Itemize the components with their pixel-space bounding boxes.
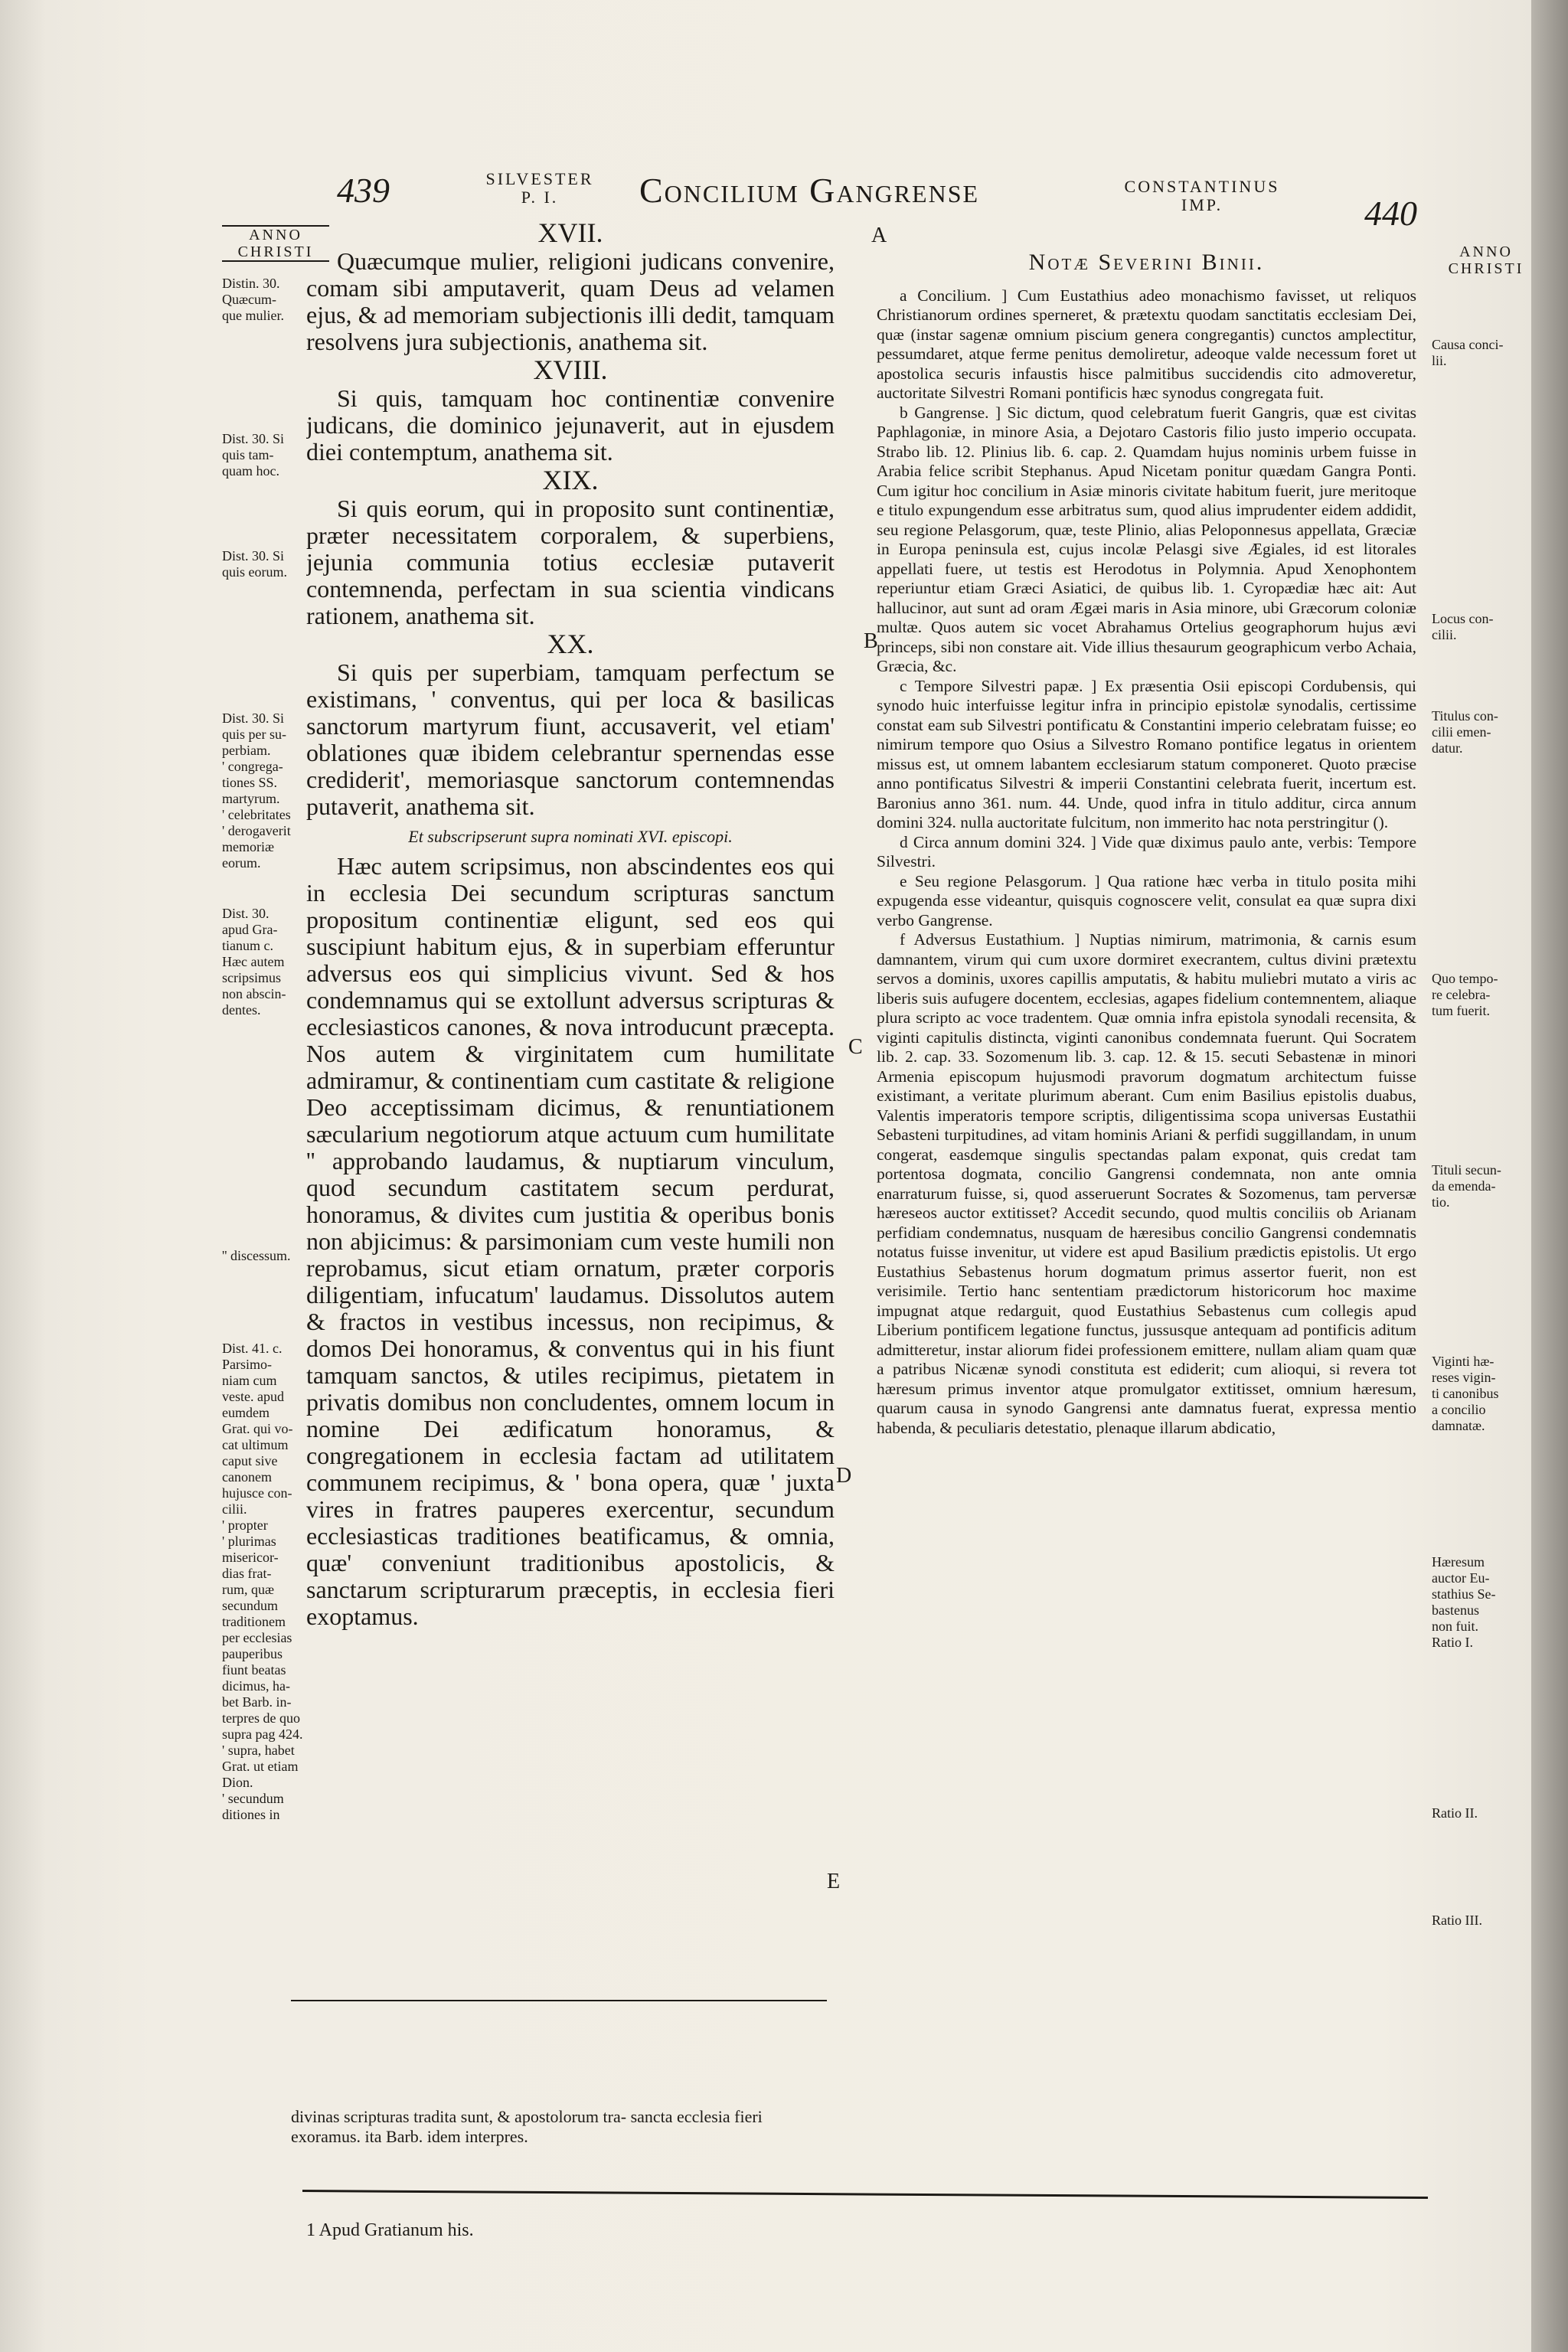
right-margin-note: Causa conci- lii.	[1432, 337, 1504, 368]
page-title: Concilium Gangrense	[639, 171, 980, 210]
pope-sub: P. I.	[521, 188, 559, 207]
canon-text: Si quis eorum, qui in proposito sunt continentiæ, præter necessitatem corporalem, & superbiens, jejunia communia totius ecclesiæ putaverit contemnenda, perfectam in sua scientia vindicans rationem, anathema sit.	[306, 495, 835, 629]
emperor-name: CONSTANTINUS	[1124, 177, 1280, 196]
note-paragraph: b Gangrense. ] Sic dictum, quod celebratum fuerit Gangris, quæ est civitas Paphlagoniæ, in minore Asia, a Dejotaro Castoris filio justo imperio occupata. Strabo lib. 12. Plinius lib. 6. cap. 2. Quamdam hujus nominis urbem fuisse in Arabia felice scribit Stephanus. Apud Nicetam ponitur quædam Gangra Ponti. Cum igitur hoc concilium in Asiæ minoris civitate habitum fuerit, jure meritoque e titulo expungendum esse arbitratus sum, quod alius imprudenter eidem addidit, seu regione Pelasgorum, quæ, teste Plinio, alias Peloponnesus appellata, Græciæ in Europa peninsula est, cujus incolæ Pelasgi sive Ægiales, id est litorales appellati fuere, ut testis est Herodotus in Polymnia. Apud Xenophontem reperiuntur etiam Græci Asiatici, de quibus lib. 1. Cyropædiæ hæc ait: Aut hallucinor, aut sunt ad oram Ægæi maris in Asia minore, ubi Græcorum coloniæ multæ. Quos autem sic vocet Abrahamus Ortelius geographorum hujus ævi princeps, sibi non constare ait. Vide illius thesaurum geographicum verbo Achaia, Græcia, &c.	[877, 403, 1416, 675]
section-letter-b: B	[864, 629, 878, 653]
note-paragraph: e Seu regione Pelasgorum. ] Qua ratione hæc verba in titulo posita mihi expugenda esse videantur, quisquis cognoscere velit, consulat ea quæ supra dixi verbo Gangrense.	[877, 871, 1416, 929]
right-margin-note: Viginti hæ- reses vigin- ti canonibus a concilio damnatæ.	[1432, 1354, 1499, 1433]
right-margin-note: Hæresum auctor Eu- stathius Se- bastenus non fuit. Ratio I.	[1432, 1554, 1496, 1650]
section-letter-c: C	[848, 1035, 863, 1059]
margin-note: Dist. 30. Si quis per su- perbiam. ' congrega- tiones SS. martyrum. ' celebritates ' derogaverit memoriæ eorum.	[222, 710, 291, 871]
column-rule	[291, 2000, 827, 2001]
canon-text: Quæcumque mulier, religioni judicans convenire, comam sibi amputaverit, quam Deus ad velamen ejus, & ad memoriam subjectionis illi dedit, tamquam resolvens jura subjectionis, anathema sit.	[306, 247, 835, 355]
note-paragraph: d Circa annum domini 324. ] Vide quæ diximus paulo ante, verbis: Tempore Silvestri.	[877, 832, 1416, 871]
note-paragraph: f Adversus Eustathium. ] Nuptias nimirum, matrimonia, & carnis esum damnantem, virum qui cum uxore dormiret execrantem, cultus divini prætextu servos a dominis, uxores capillis amputatis, & habitu muliebri mutato a viris ac liberis suis aufugere docentem, ecclesias, agapes fidelium contemnentem, aliaque plura scripto ac voce tradentem. Quæ omnia infra epistola synodali recensita, & viginti capitulis distincta, viginti canonibus condemnata fuerunt. Qui Socratem lib. 2. cap. 33. Sozomenum lib. 3. cap. 12. & 15. secuti Sebastenæ in minori Armenia episcopum hujusmodi pravorum dogmatum architectum fuisse existimant, a veritate plurimum aberant. Cum enim Basilius epistolis duabus, Valentis imperatoris tempore scriptis, diligentissima scopa universas Eustathii Sebasteni turpitudines, ad vitam hominis Ariani & perfidi suggillandam, in unum congerat, easdemque singulis spectandas palam exponat, quis credat tam portentosa dogmata, concilio Gangrensi condemnata, non ante omnia enarraturum fuisse, si, quod asseruerunt Socrates & Sozomenus, tam perversæ hæreseos auctor extitisset? Accedit secundo, quod multis conciliis ob Arianam perfidiam condemnatus, nusquam de hæresibus concilio Gangrensi condemnatis notatus fuisse invenitur, ut videre est apud Basilium prædictis epistolis. Ut ergo Eustathius Sebastenus horum dogmatum primus assertor fuerit, non est verisimile. Tertio hanc sententiam prædictorum historicorum hoc maxime impugnat atque redarguit, quod Eustathius Sebastenus cum collegis apud Liberium pontificem legatione functus, jussusque antequam ad pontificis aditum admitteretur, instar aliorum fidei professionem emittere, nullam aliam quam quæ a patribus Nicænæ synodi constituta est ediderit; cum alioqui, si revera tot hæresum primus inventor atque promulgator extitisset, omnium hæresum, quarum causa in synodo Gangrensi ante damnatus fuerat, expressa mentio habenda, & peculiaris detestatio, plenaque illarum abdicatio,	[877, 930, 1416, 1437]
right-margin-note: Locus con- cilii.	[1432, 611, 1494, 642]
canon-text: Si quis, tamquam hoc continentiæ convenire judicans, die dominico jejunaverit, aut in ejusdem diei contemptum, anathema sit.	[306, 384, 835, 466]
margin-continuation: divinas scripturas tradita sunt, & apostolorum tra- sancta ecclesia fieri exoramus. ita Barb. idem interpres.	[291, 2107, 763, 2146]
section-letter-a: A	[871, 224, 887, 247]
canon-number: XVIII.	[533, 354, 608, 385]
right-margin-note: Ratio II.	[1432, 1805, 1478, 1821]
running-head-emperor	[1102, 178, 1302, 214]
canons-column	[306, 218, 835, 2071]
right-margin-note: Titulus con- cilii emen- datur.	[1432, 708, 1498, 756]
margin-note: '' discessum.	[222, 1248, 291, 1263]
note-paragraph: c Tempore Silvestri papæ. ] Ex præsentia Osii episcopi Cordubensis, qui synodo huic interfuisse legitur infra in principio epistolæ synodalis, certissime constat eam sub Silvestri pontificatu & Constantini imperio celebratam fuisse; eo nimirum tempore quo Osius a Silvestro Romano pontifice legatus in orientem missus est, ut omnem labantem ecclesiarum statum componeret. Quoto præcise anno pontificatus Silvestri & imperii Constantini celebrata fuerit, incertum est. Baronius anno 361. num. 44. Unde, quod infra in titulo additur, circa annum domini 324. nulla auctoritate fulcitum, non immerito hac nota perstringitur ().	[877, 676, 1416, 831]
footnote: 1 Apud Gratianum his.	[306, 2220, 474, 2240]
canon-number: XX.	[547, 629, 594, 659]
margin-note: Dist. 30. Si quis tam- quam hoc.	[222, 431, 285, 479]
margin-note: Dist. 30. Si quis eorum.	[222, 548, 287, 580]
notes-column	[877, 253, 1416, 2182]
canon-number: XIX.	[542, 465, 599, 495]
notes-title: Notæ Severini Binii.	[1028, 253, 1265, 275]
page-number-left: 439	[337, 171, 390, 210]
right-margin-note: Quo tempo- re celebra- tum fuerit.	[1432, 971, 1498, 1018]
running-head-pope	[471, 170, 609, 207]
epilogue-text: Hæc autem scripsimus, non abscindentes eos qui in ecclesia Dei secundum scripturas sanctum propositum continentiæ eligunt, sed eos qui suscipiunt habitum ejus, & in superbiam efferuntur adversus eos qui simplicius vivunt. Sed & hos condemnamus qui se extollunt adversus scripturas & ecclesiasticos canones, & nova introducunt præcepta. Nos autem & virginitatem cum humilitate admiramur, & continentiam cum castitate & religione Deo acceptissimam dicimus, & renuntiationem sæcularium negotiorum atque actuum cum humilitate '' approbando laudamus, & nuptiarum vinculum, quod secundum castitatem secum perdurat, honoramus, & divites cum justitia & operibus bonis non abjicimus: & parsimoniam cum veste humili non reprobamus, sicut etiam ornatum, præter corporis diligentiam, infucatum' laudamus. Dissolutos autem & fractos in vestibus incessus, non recipimus, & domos Dei honoramus, & conventus qui in his fiunt tamquam sanctos, & utiles recipimus, pietatem in privatis domibus non concludentes, omnem locum in nomine Dei ædificatum honoramus, & congregationem in ecclesia factam ad utilitatem communem recipimus, & ' bona opera, quæ ' juxta vires in fratres pauperes exercentur, secundum ecclesiasticas traditiones beatificamus, & omnia, quæ' conveniunt traditionibus apostolicis, & sanctarum scripturarum præceptis, in ecclesia fieri exoptamus.	[306, 852, 835, 1630]
emperor-sub: IMP.	[1181, 195, 1223, 214]
right-margin-note: Ratio III.	[1432, 1913, 1482, 1928]
margin-note: Dist. 30. apud Gra- tianum c. Hæc autem scripsimus non abscin- dentes.	[222, 906, 286, 1018]
anno-christi-right: ANNO CHRISTI	[1448, 243, 1524, 277]
anno-christi-left: ANNO CHRISTI	[222, 225, 329, 262]
book-edge	[1531, 0, 1568, 2352]
canon-number: XVII.	[537, 218, 603, 248]
margin-note: Dist. 41. c. Parsimo- niam cum veste. apud eumdem Grat. qui vo- cat ultimum caput sive canonem hujusce con- cilii. ' propter ' plurimas misericor- dias frat- rum, quæ secundum traditionem per ecclesias pauperibus fiunt beatas dicimus, ha- bet Barb. in- terpres de quo supra pag 424. ' supra, habet Grat. ut etiam Dion. ' secundum ditiones in	[222, 1341, 303, 1822]
right-margin-note: Tituli secun- da emenda- tio.	[1432, 1162, 1501, 1210]
page-number-right: 440	[1364, 194, 1417, 233]
canon-text: Si quis per superbiam, tamquam perfectum se existimans, ' conventus, qui per loca & basilicas sanctorum martyrum fiunt, accusaverit, vel etiam' oblationes quæ ibidem celebrantur spernendas esse crediderit', memoriasque sanctorum contemnendas putaverit, anathema sit.	[306, 658, 835, 820]
subscription-line: Et subscripserunt supra nominati XVI. episcopi.	[408, 827, 733, 846]
section-letter-e: E	[827, 1870, 841, 1893]
section-letter-d: D	[836, 1464, 852, 1488]
pope-name: SILVESTER	[485, 169, 594, 188]
margin-note: Distin. 30. Quæcum- que mulier.	[222, 276, 284, 323]
footnote-rule	[302, 2190, 1428, 2199]
note-paragraph: a Concilium. ] Cum Eustathius adeo monachismo favisset, ut reliquos Christianorum ordines sperneret, & prætextu quodam sanctitatis ecclesiam Dei, quæ (instar sagenæ omnium piscium genera congregantis) cunctos amplectitur, pessumdaret, atque ferme penitus demoliretur, adeoque valde necessum foret ut apostolica securis infaustis hisce palmitibus succidendis cito admoveretur, auctoritate Silvestri Romani pontificis hæc synodus congregata fuit.	[877, 286, 1416, 402]
